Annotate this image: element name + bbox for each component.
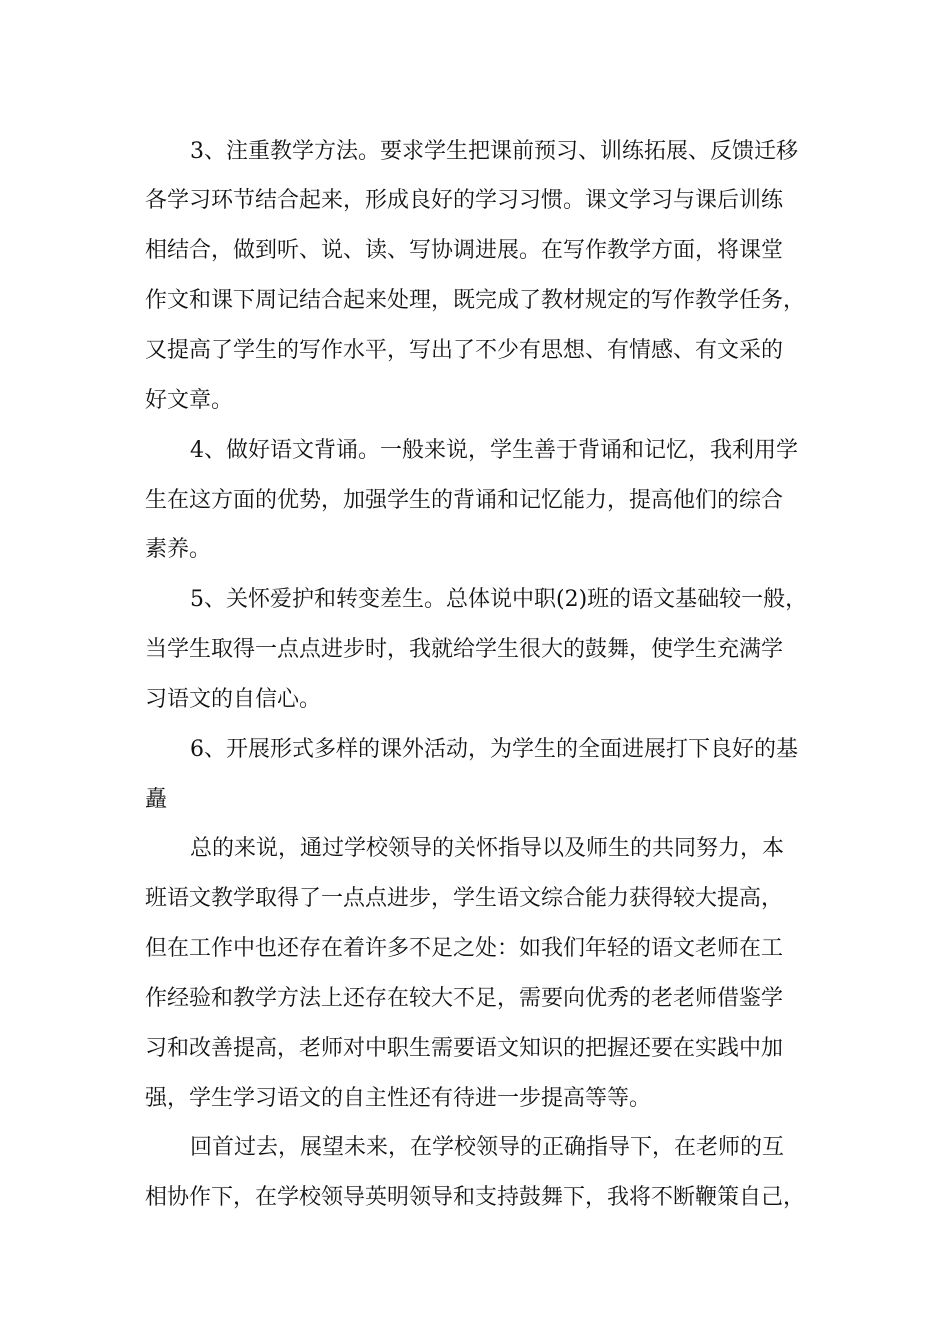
text-line: 习和改善提高，老师对中职生需要语文知识的把握还要在实践中加 — [145, 1036, 784, 1061]
text-line: 5、关怀爱护和转变差生。总体说中职(2)班的语文基础较一般， — [190, 587, 808, 612]
text-line: 班语文教学取得了一点点进步，学生语文综合能力获得较大提高， — [145, 886, 784, 911]
text-line: 习语文的自信心。 — [145, 687, 322, 712]
text-line: 又提高了学生的写作水平，写出了不少有思想、有情感、有文采的 — [145, 338, 784, 363]
text-line: 强，学生学习语文的自主性还有待进一步提高等等。 — [145, 1086, 652, 1111]
text-line: 作文和课下周记结合起来处理，既完成了教材规定的写作教学任务， — [145, 288, 806, 313]
text-line: 好文章。 — [145, 388, 234, 413]
text-line: 生在这方面的优势，加强学生的背诵和记忆能力，提高他们的综合 — [145, 488, 784, 513]
text-line: 作经验和教学方法上还存在较大不足，需要向优秀的老老师借鉴学 — [145, 986, 784, 1011]
text-line: 相结合，做到听、说、读、写协调进展。在写作教学方面，将课堂 — [145, 238, 784, 263]
text-line: 当学生取得一点点进步时，我就给学生很大的鼓舞，使学生充满学 — [145, 637, 784, 662]
text-line: 4、做好语文背诵。一般来说，学生善于背诵和记忆，我利用学 — [190, 438, 798, 463]
text-line: 总的来说，通过学校领导的关怀指导以及师生的共同努力，本 — [190, 836, 785, 861]
text-line: 但在工作中也还存在着许多不足之处：如我们年轻的语文老师在工 — [145, 936, 784, 961]
text-line: 各学习环节结合起来，形成良好的学习习惯。课文学习与课后训练 — [145, 188, 784, 213]
text-line: 相协作下，在学校领导英明领导和支持鼓舞下，我将不断鞭策自己， — [145, 1185, 806, 1210]
text-line: 3、注重教学方法。要求学生把课前预习、训练拓展、反馈迁移 — [190, 139, 798, 164]
text-line: 6、开展形式多样的课外活动，为学生的全面进展打下良好的基 — [190, 737, 798, 762]
text-line: 素养。 — [145, 537, 212, 562]
text-line: 回首过去，展望未来，在学校领导的正确指导下，在老师的互 — [190, 1135, 785, 1160]
text-line: 矗 — [145, 787, 168, 812]
